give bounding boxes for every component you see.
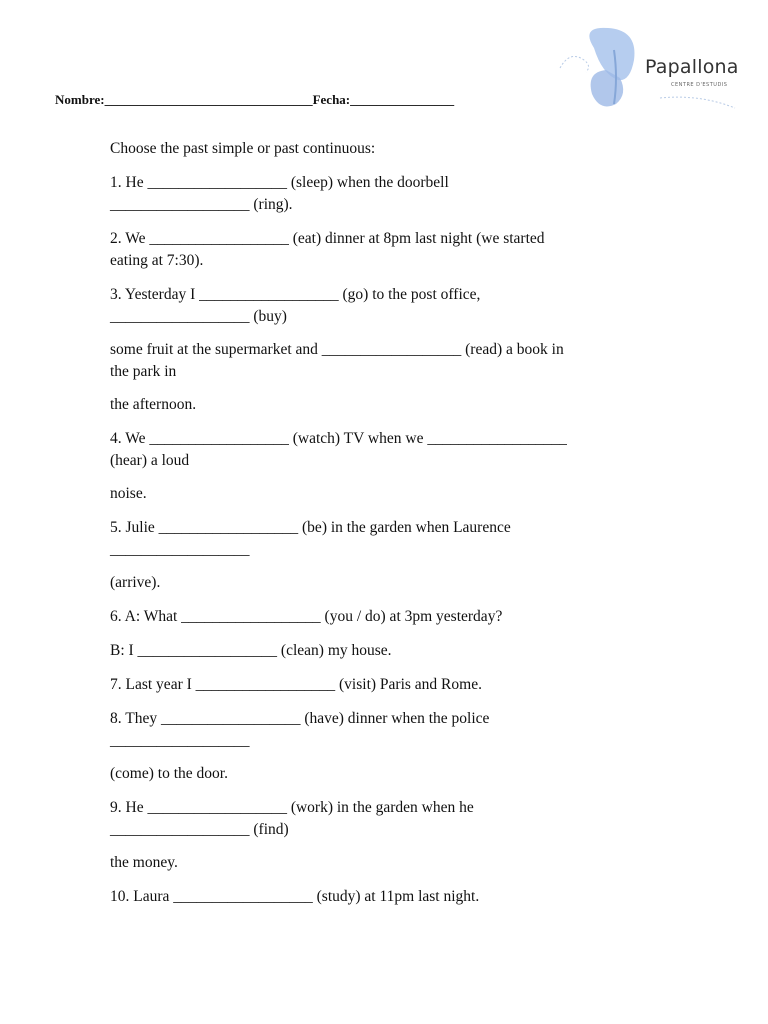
exercise-line: 6. A: What __________________ (you / do) at 3pm yesterday?	[110, 608, 503, 625]
exercise-line: __________________	[110, 732, 250, 749]
exercise-line: (arrive).	[110, 574, 161, 591]
name-date-header: Nombre:________________________________Fecha:________________	[55, 92, 455, 107]
exercise-line: (hear) a loud	[110, 452, 190, 469]
exercise-line: 7. Last year I __________________ (visit) Paris and Rome.	[110, 676, 482, 693]
exercise-line: the afternoon.	[110, 396, 197, 413]
exercise-line: 1. He __________________ (sleep) when the doorbell	[110, 174, 449, 191]
logo-tagline: CENTRE D'ESTUDIS	[671, 82, 728, 88]
worksheet-body	[110, 138, 670, 908]
papallona-logo	[550, 20, 750, 120]
exercise-line: 8. They __________________ (have) dinner when the police	[110, 710, 490, 727]
exercise-line: eating at 7:30).	[110, 252, 204, 269]
exercise-line: (come) to the door.	[110, 765, 228, 782]
exercise-line: 3. Yesterday I __________________ (go) to the post office,	[110, 286, 481, 303]
exercise-line: 2. We __________________ (eat) dinner at 8pm last night (we started	[110, 230, 545, 247]
exercise-line: noise.	[110, 485, 147, 502]
exercise-line: 5. Julie __________________ (be) in the garden when Laurence	[110, 519, 511, 536]
exercise-line: the money.	[110, 854, 178, 871]
exercise-line: B: I __________________ (clean) my house.	[110, 642, 392, 659]
exercise-line: __________________ (find)	[110, 821, 289, 838]
exercise-line: __________________ (ring).	[110, 196, 293, 213]
exercise-line: 9. He __________________ (work) in the garden when he	[110, 799, 474, 816]
exercise-line: 4. We __________________ (watch) TV when we __________________	[110, 430, 567, 447]
exercise-line: some fruit at the supermarket and __________________ (read) a book in	[110, 341, 564, 358]
exercise-line: __________________	[110, 541, 250, 558]
exercise-line: the park in	[110, 363, 177, 380]
instruction: Choose the past simple or past continuous:	[110, 140, 376, 157]
exercise-line: __________________ (buy)	[110, 308, 287, 325]
exercise-line: 10. Laura __________________ (study) at 11pm last night.	[110, 888, 480, 905]
logo-name: Papallona	[645, 56, 739, 78]
